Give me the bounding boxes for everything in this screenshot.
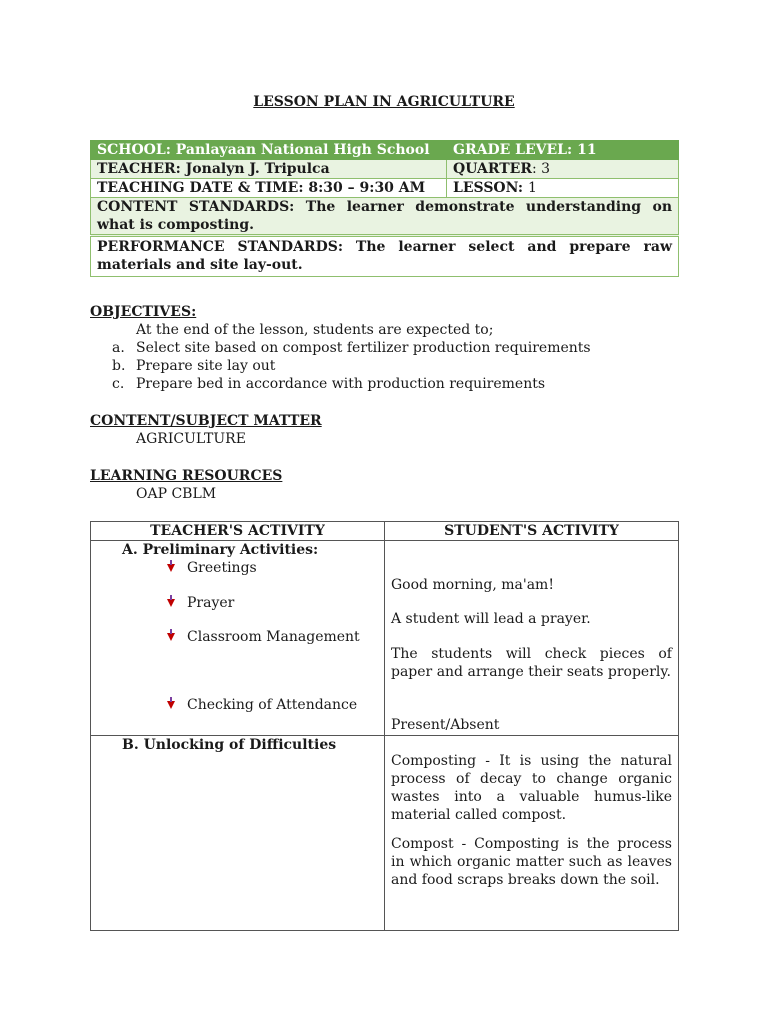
objectives-list <box>90 339 591 393</box>
teacher-item-text: Greetings <box>187 560 257 576</box>
teacher-item <box>167 628 360 646</box>
lesson-label: LESSON: <box>453 180 524 196</box>
arrow-bullet-icon <box>167 701 175 709</box>
document-title: LESSON PLAN IN AGRICULTURE <box>253 94 515 110</box>
student-activity-header: STUDENT'S ACTIVITY <box>385 522 679 541</box>
student-response: Good morning, ma'am! <box>391 577 554 593</box>
objective-marker: c. <box>112 376 125 392</box>
quarter-label: QUARTER <box>453 161 532 177</box>
content-section <box>90 412 322 448</box>
objective-item <box>90 357 591 375</box>
objectives-heading: OBJECTIVES: <box>90 304 197 320</box>
objective-marker: a. <box>112 340 125 356</box>
objectives-intro: At the end of the lesson, students are expected to; <box>136 322 494 338</box>
teacher-item <box>167 559 257 577</box>
school-cell <box>91 141 447 160</box>
student-definition: Compost - Composting is the process in which organic matter such as leaves and food scraps breaks down the soil. <box>391 836 672 888</box>
objective-item <box>90 339 591 357</box>
section-a-heading: A. Preliminary Activities: <box>122 542 319 558</box>
lesson-value: 1 <box>527 180 537 196</box>
objective-marker: b. <box>112 358 126 374</box>
arrow-bullet-icon <box>167 599 175 607</box>
info-row-performance-standards <box>91 236 679 277</box>
objective-item <box>90 375 591 393</box>
teacher-item-text: Checking of Attendance <box>187 697 358 713</box>
activity-row-unlocking <box>91 736 679 931</box>
school-label: SCHOOL: <box>97 142 171 158</box>
grade-cell <box>447 141 679 160</box>
lesson-cell <box>447 179 679 198</box>
resources-value: OAP CBLM <box>136 486 217 502</box>
activity-table <box>90 521 679 931</box>
teacher-preliminary-cell <box>91 541 385 736</box>
teacher-item-text: Classroom Management <box>187 629 360 645</box>
objective-text: Prepare site lay out <box>136 358 276 374</box>
teacher-value: Jonalyn J. Tripulca <box>185 161 330 177</box>
teacher-cell <box>91 160 447 179</box>
grade-value: 11 <box>577 142 597 158</box>
teacher-item <box>167 594 234 612</box>
teacher-item-text: Prayer <box>187 595 235 611</box>
resources-heading: LEARNING RESOURCES <box>90 468 283 484</box>
content-value: AGRICULTURE <box>136 431 246 447</box>
arrow-bullet-icon <box>167 633 175 641</box>
objectives-section <box>90 303 591 393</box>
info-row-teacher <box>91 160 679 179</box>
school-value: Panlayaan National High School <box>175 142 430 158</box>
date-cell <box>91 179 447 198</box>
activity-row-preliminary <box>91 541 679 736</box>
performance-standards: PERFORMANCE STANDARDS: The learner select and prepare raw materials and site lay-out. <box>91 236 679 277</box>
date-label: TEACHING DATE & TIME: <box>97 180 304 196</box>
objective-text: Prepare bed in accordance with production requirements <box>136 376 546 392</box>
teacher-activity-header: TEACHER'S ACTIVITY <box>91 522 385 541</box>
grade-label: GRADE LEVEL: <box>453 142 573 158</box>
quarter-value: : 3 <box>531 161 551 177</box>
lesson-info-table <box>90 140 679 277</box>
objective-text: Select site based on compost fertilizer production requirements <box>136 340 591 356</box>
section-b-heading: B. Unlocking of Difficulties <box>122 737 337 753</box>
info-row-date <box>91 179 679 198</box>
student-response: Present/Absent <box>391 717 500 733</box>
content-standards: CONTENT STANDARDS: The learner demonstrate understanding on what is composting. <box>91 198 679 236</box>
student-definition: Composting - It is using the natural process of decay to change organic wastes into a valuable humus-like material called compost. <box>391 753 672 823</box>
teacher-item <box>167 696 357 714</box>
student-unlocking-cell <box>385 736 679 931</box>
info-row-content-standards <box>91 198 679 236</box>
quarter-cell <box>447 160 679 179</box>
teacher-label: TEACHER: <box>97 161 181 177</box>
resources-section <box>90 467 282 503</box>
student-preliminary-cell <box>385 541 679 736</box>
activity-header-row <box>91 522 679 541</box>
info-row-school <box>91 141 679 160</box>
date-value: 8:30 – 9:30 AM <box>308 180 426 196</box>
student-response: A student will lead a prayer. <box>391 611 591 627</box>
arrow-bullet-icon <box>167 564 175 572</box>
content-heading: CONTENT/SUBJECT MATTER <box>90 413 322 429</box>
teacher-unlocking-cell <box>91 736 385 931</box>
student-response: The students will check pieces of paper and arrange their seats properly. <box>391 646 672 680</box>
